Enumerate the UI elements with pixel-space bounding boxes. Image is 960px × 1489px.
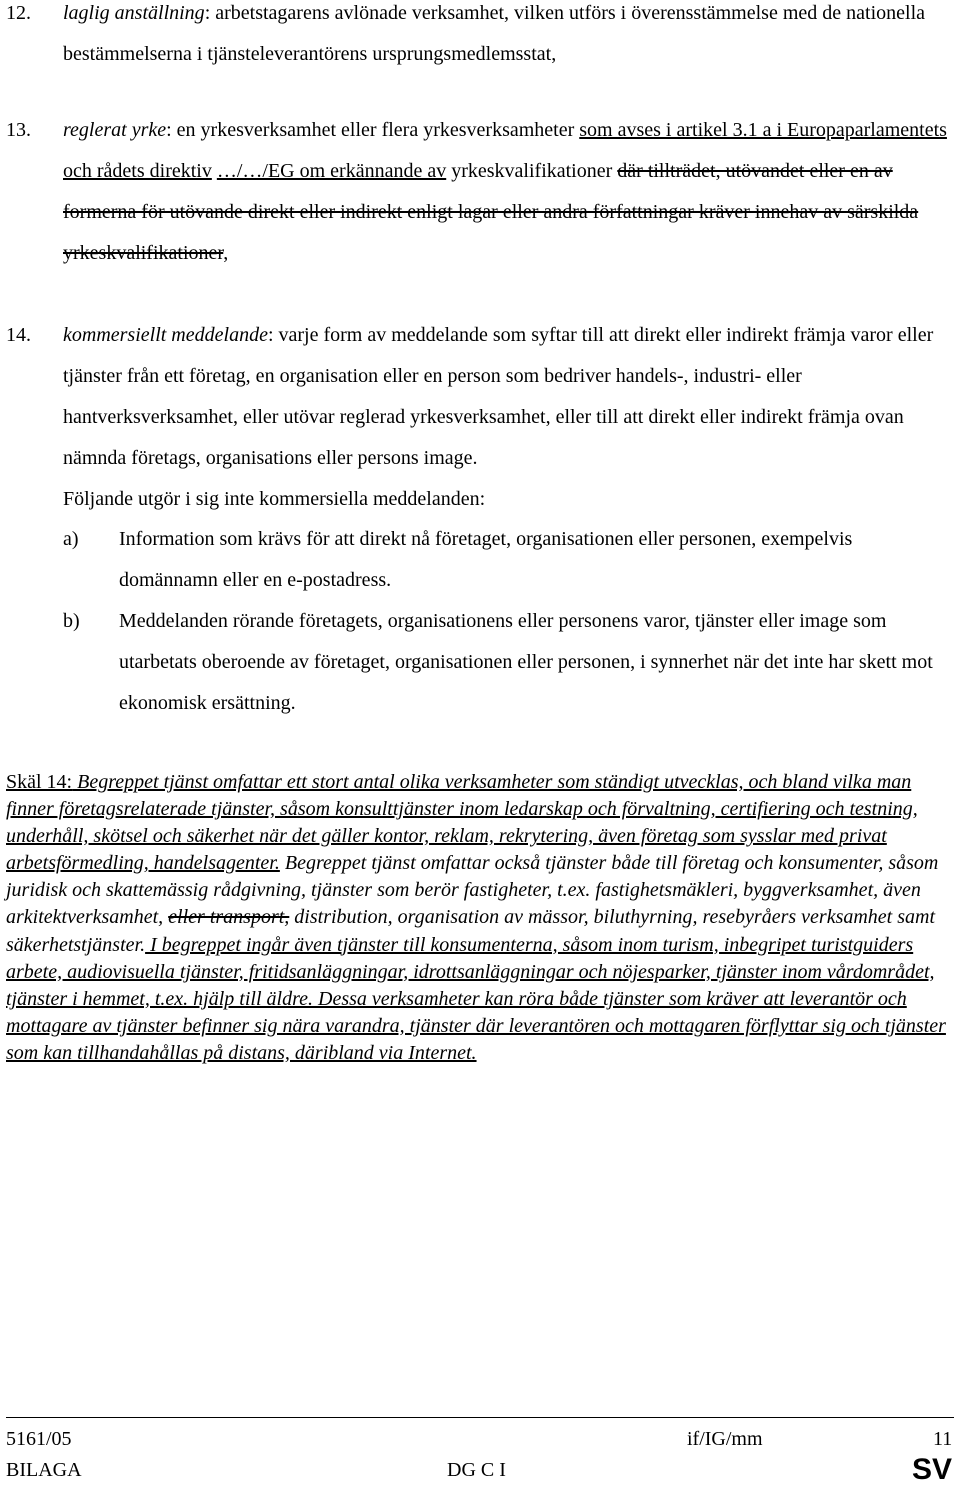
footer-doc-number: 5161/05 (6, 1428, 72, 1450)
footer-annex: BILAGA (6, 1459, 82, 1481)
note-inserted-text: I begreppet ingår även tjänster till konsumenterna, såsom inom turism, inbegripet turistguiders arbete, audiovisuella tjänster, fritidsanläggningar, idrottsanläggningar och nöjesparker, tjänster inom vårdområdet, tjänster i hemmet, t.ex. hjälp till äldre. (6, 933, 935, 1010)
subitem-label: a) (63, 528, 79, 550)
subitem-label: b) (63, 610, 80, 632)
note-inserted-text: Dessa verksamheter kan röra både tjänster som kräver att leverantör och mottagare av tjänster befinner sig nära varandra, tjänster där leverantören och mottagaren förflyttar sig och tjänster som kan tillhandahållas på distans, däribland via Internet. (6, 987, 946, 1064)
deleted-text: där tillträdet, utövandet eller en av formerna för utövande direkt eller indirekt enligt lagar eller andra författningar kräver innehav av särskilda yrkeskvalifikationer (63, 160, 919, 264)
item-body (63, 315, 953, 520)
note-lead: Skäl 14: (6, 771, 73, 793)
defined-term: reglerat yrke (63, 119, 167, 141)
item-number: 14. (6, 324, 31, 346)
inserted-text: …/…/EG om erkännande av (216, 160, 447, 182)
footer-rule (6, 1417, 954, 1418)
definition-text: : en yrkesverksamhet eller flera yrkesverksamheter (166, 119, 580, 141)
recital-note (6, 769, 950, 1067)
item-number: 13. (6, 119, 31, 141)
exclusions-intro: Följande utgör i sig inte kommersiella meddelanden: (63, 488, 486, 510)
note-deleted-text: eller transport, (168, 906, 290, 929)
definition-text: : varje form av meddelande som syftar till att direkt eller indirekt främja varor eller tjänster från ett företag, en organisation eller en person som bedriver handels-, industri- eller hantverksverksamhet, eller utövar reglerad yrkesverksamhet, eller till att direkt eller indirekt främja ovan nämnda företags, organisations eller persons image. (63, 324, 934, 469)
footer-language: SV (912, 1453, 953, 1486)
definition-text: : arbetstagarens avlönade verksamhet, vilken utförs i överensstämmelse med de nationella bestämmelserna i tjänsteleverantörens ursprungsmedlemsstat, (63, 2, 925, 65)
note-text: distribution, organisation av mässor, biluthyrning, resebyråers verksamhet samt säkerhetstjänster. (6, 906, 936, 956)
note-text: Begreppet tjänst omfattar också tjänster både till företag och konsumenter, såsom juridisk och skattemässig rådgivning, tjänster som berör fastigheter, t.ex. fastighetsmäkleri, byggverksamhet, även arkitektverksamhet, (6, 852, 939, 929)
defined-term: kommersiellt meddelande (63, 324, 268, 346)
item-number: 12. (6, 2, 31, 24)
note-inserted-text: Begreppet tjänst omfattar ett stort antal olika verksamheter som ständigt utvecklas, och bland vilka man finner företagsrelaterade tjänster, såsom konsulttjänster inom ledarskap och förvaltning, certifiering och testning, underhåll, skötsel och säkerhet när det gäller kontor, reklam, rekrytering, även företag som sysslar med privat arbetsförmedling, handelsagenter. (6, 771, 918, 875)
defined-term: laglig anställning (63, 2, 205, 24)
subitem-text: Information som krävs för att direkt nå företaget, organisationen eller personen, exempelvis domännamn eller en e-postadress. (119, 528, 853, 591)
definition-text: , (223, 242, 229, 264)
item-body (63, 110, 953, 274)
subitem-text: Meddelanden rörande företagets, organisationens eller personens varor, tjänster eller image som utarbetats oberoende av företaget, organisationen eller personen, i synnerhet när det inte har skett mot ekonomisk ersättning. (119, 610, 933, 714)
footer-page-number: 11 (933, 1428, 953, 1450)
item-body (63, 0, 953, 75)
inserted-text: som avses i artikel 3.1 a i Europaparlamentets och rådets direktiv (63, 119, 947, 182)
footer-initials: if/IG/mm (687, 1428, 763, 1450)
definition-text: yrkeskvalifikationer (446, 160, 618, 182)
footer-dg: DG C I (447, 1459, 506, 1481)
